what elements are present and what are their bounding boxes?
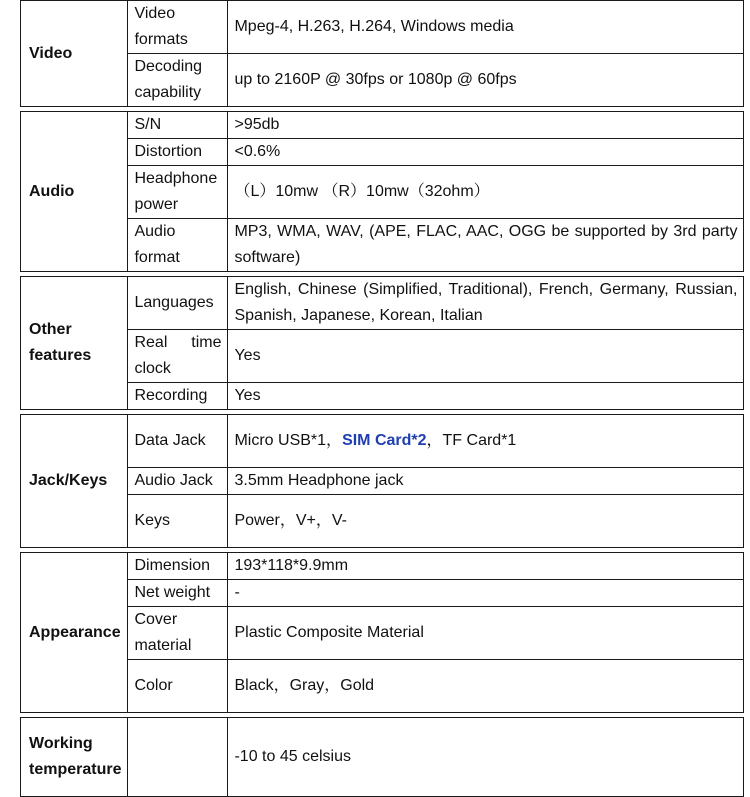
spec-name: Cover material bbox=[128, 607, 228, 660]
spec-value: up to 2160P @ 30fps or 1080p @ 60fps bbox=[228, 54, 744, 107]
spec-value: >95db bbox=[228, 112, 744, 139]
spec-value: Black，Gray，Gold bbox=[228, 660, 744, 713]
table-row bbox=[21, 415, 744, 468]
table-row bbox=[21, 580, 744, 607]
spec-name: Audio format bbox=[128, 219, 228, 272]
spec-value: - bbox=[228, 580, 744, 607]
spec-value: 193*118*9.9mm bbox=[228, 553, 744, 580]
spec-value: Yes bbox=[228, 330, 744, 383]
spec-name: Keys bbox=[128, 495, 228, 548]
table-row bbox=[21, 330, 744, 383]
spec-value: Yes bbox=[228, 383, 744, 410]
table-row bbox=[21, 553, 744, 580]
spec-name: Color bbox=[128, 660, 228, 713]
spec-value: English, Chinese (Simplified, Traditional), French, Germany, Russian, Spanish, Japanese, Korean, Italian bbox=[228, 277, 744, 330]
category-working-temperature: Working temperature bbox=[21, 718, 128, 797]
table-row bbox=[21, 718, 744, 797]
table-row bbox=[21, 468, 744, 495]
table-row bbox=[21, 383, 744, 410]
spec-value bbox=[228, 415, 744, 468]
table-row bbox=[21, 112, 744, 139]
spec-name: Net weight bbox=[128, 580, 228, 607]
spec-name: Headphone power bbox=[128, 166, 228, 219]
table-row bbox=[21, 219, 744, 272]
value-text: Micro USB*1， bbox=[234, 432, 343, 449]
table-row bbox=[21, 607, 744, 660]
spec-name: S/N bbox=[128, 112, 228, 139]
table-row bbox=[21, 166, 744, 219]
spec-name bbox=[128, 718, 228, 797]
spec-value: Mpeg-4, H.263, H.264, Windows media bbox=[228, 1, 744, 54]
spec-value: Power，V+，V- bbox=[228, 495, 744, 548]
spec-value: Plastic Composite Material bbox=[228, 607, 744, 660]
table-row bbox=[21, 495, 744, 548]
category-other-features: Other features bbox=[21, 277, 128, 410]
spec-name: Languages bbox=[128, 277, 228, 330]
table-row bbox=[21, 1, 744, 54]
table-row bbox=[21, 139, 744, 166]
spec-table bbox=[20, 0, 744, 797]
category-video: Video bbox=[21, 1, 128, 107]
spec-value: <0.6% bbox=[228, 139, 744, 166]
table-row bbox=[21, 277, 744, 330]
spec-name: Recording bbox=[128, 383, 228, 410]
spec-name: Distortion bbox=[128, 139, 228, 166]
spec-value: （L）10mw （R）10mw（32ohm） bbox=[228, 166, 744, 219]
category-appearance: Appearance bbox=[21, 553, 128, 713]
category-jack-keys: Jack/Keys bbox=[21, 415, 128, 548]
spec-name: Data Jack bbox=[128, 415, 228, 468]
spec-value: MP3, WMA, WAV, (APE, FLAC, AAC, OGG be supported by 3rd party software) bbox=[228, 219, 744, 272]
spec-name: Real time clock bbox=[128, 330, 228, 383]
category-audio: Audio bbox=[21, 112, 128, 272]
table-row bbox=[21, 54, 744, 107]
spec-name: Dimension bbox=[128, 553, 228, 580]
spec-name: Decoding capability bbox=[128, 54, 228, 107]
spec-name: Audio Jack bbox=[128, 468, 228, 495]
value-text: ，TF Card*1 bbox=[426, 432, 517, 449]
spec-name: Video formats bbox=[128, 1, 228, 54]
highlighted-value: SIM Card*2 bbox=[342, 432, 427, 449]
table-row bbox=[21, 660, 744, 713]
spec-value: -10 to 45 celsius bbox=[228, 718, 744, 797]
spec-value: 3.5mm Headphone jack bbox=[228, 468, 744, 495]
